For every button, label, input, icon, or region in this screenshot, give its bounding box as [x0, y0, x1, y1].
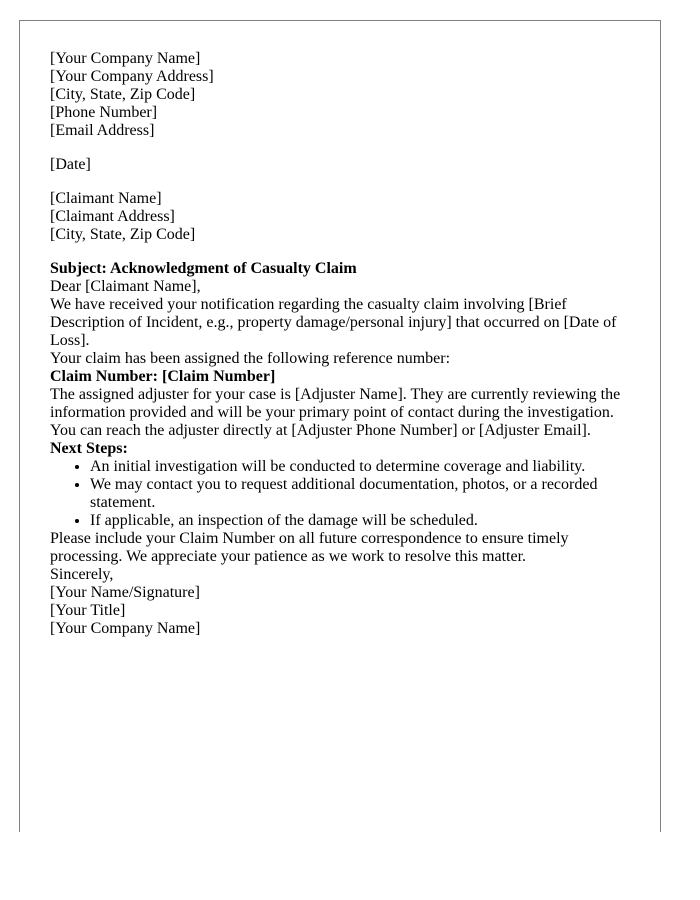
list-item: • We may contact you to request additional documentation, photos, or a recorded statement. — [90, 476, 630, 512]
signature-company: [Your Company Name] — [50, 620, 201, 637]
recipient-city-state-zip: [City, State, Zip Code] — [50, 226, 196, 243]
recipient-block — [50, 190, 660, 244]
next-steps-list — [50, 458, 630, 530]
recipient-address: [Claimant Address] — [50, 208, 175, 225]
sign-off: Sincerely, — [50, 566, 114, 583]
next-steps-heading: Next Steps: — [50, 440, 128, 457]
recipient-name: [Claimant Name] — [50, 190, 162, 207]
letter-date: [Date] — [50, 156, 91, 173]
claim-number: Claim Number: [Claim Number] — [50, 368, 276, 385]
sender-company-address: [Your Company Address] — [50, 68, 214, 85]
adjuster-paragraph: The assigned adjuster for your case is [Adjuster Name]. They are currently reviewing the information provided and will be your primary point of contact during the investigation. You can reach the adjuster directly at [Adjuster Phone Number] or [Adjuster Email]. — [50, 386, 621, 439]
letter-page — [19, 20, 661, 832]
sender-email: [Email Address] — [50, 122, 155, 139]
reference-intro-paragraph: Your claim has been assigned the following reference number: — [50, 350, 451, 367]
list-item: • If applicable, an inspection of the damage will be scheduled. — [90, 512, 630, 530]
sender-company-name: [Your Company Name] — [50, 50, 201, 67]
signature-name: [Your Name/Signature] — [50, 584, 200, 601]
intro-paragraph: We have received your notification regarding the casualty claim involving [Brief Description of Incident, e.g., property damage/personal injury] that occurred on [Date of Loss]. — [50, 296, 617, 349]
signature-title: [Your Title] — [50, 602, 126, 619]
sender-block — [50, 50, 660, 140]
salutation: Dear [Claimant Name], — [50, 278, 201, 295]
date-block — [50, 156, 660, 174]
sender-phone: [Phone Number] — [50, 104, 158, 121]
letter-subject: Subject: Acknowledgment of Casualty Claim — [50, 260, 357, 277]
closing-paragraph: Please include your Claim Number on all future correspondence to ensure timely processing. We appreciate your patience as we work to resolve this matter. — [50, 530, 569, 565]
signature-block — [50, 584, 660, 638]
list-item: • An initial investigation will be conducted to determine coverage and liability. — [90, 458, 630, 476]
sender-city-state-zip: [City, State, Zip Code] — [50, 86, 196, 103]
